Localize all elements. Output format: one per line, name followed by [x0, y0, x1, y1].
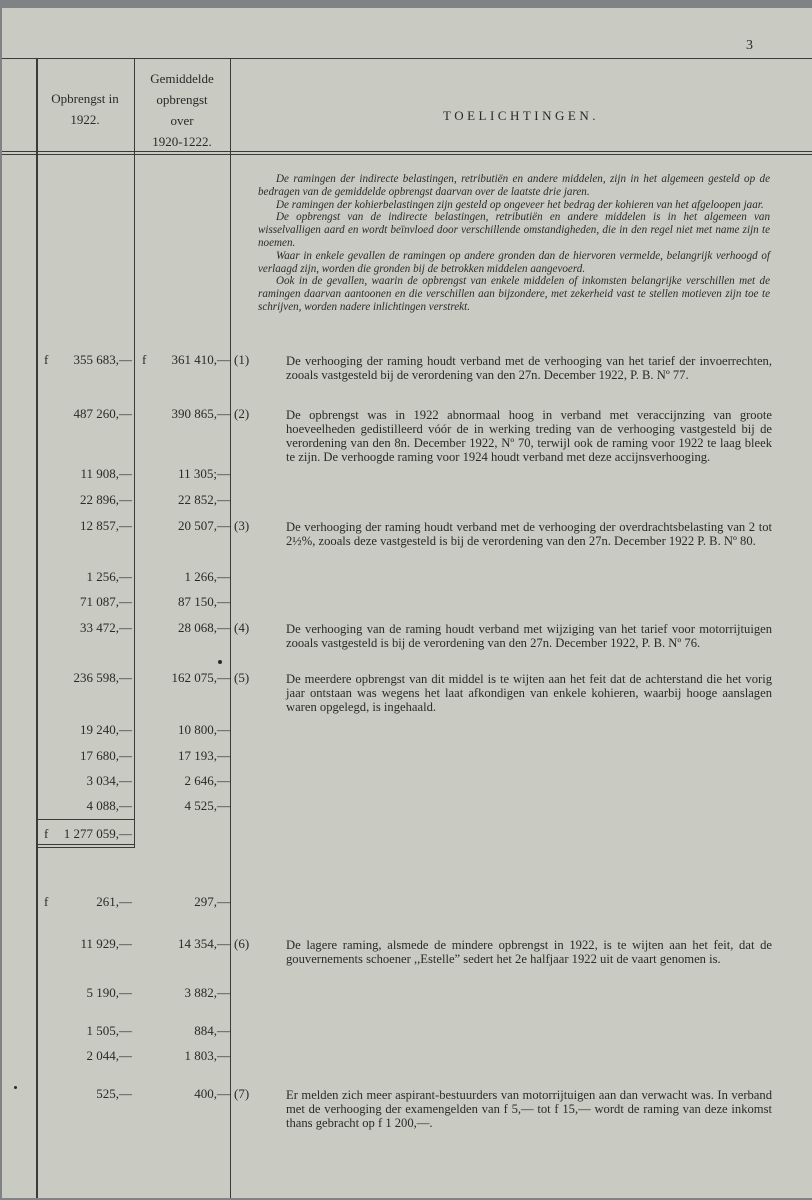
- note-text: Er melden zich meer aspirant-bestuurders van motorrijtuigen aan dan verwacht was. In verband met de verhooging der examengelden van f 5,— tot f 15,— wordt de raming van deze inkomst thans gebracht op f 1 200,—.: [286, 1088, 772, 1130]
- note-ref: (7): [234, 1086, 250, 1101]
- note-text: De opbrengst was in 1922 abnormaal hoog in verband met veraccijnzing van groote hoeveelheden gedistilleerd vóór de in werking treding van de verhooging vastgesteld bij de verordening van den 8n. December 1922, Nº 70, terwijl ook de raming voor 1922 te laag bleek te zijn. De verhoogde raming voor 1924 houdt verband met deze accijnsverhooging.: [286, 408, 772, 464]
- amount-average: 22 852,—: [178, 492, 230, 507]
- amount-average: 17 193,—: [178, 748, 230, 763]
- amount-average: 2 646,—: [184, 773, 230, 788]
- note-ref: (5): [234, 670, 250, 685]
- amount-1922: 17 680,—: [80, 748, 132, 763]
- amount-average: 1 266,—: [184, 569, 230, 584]
- amount-1922: 71 087,—: [80, 594, 132, 609]
- florin-sign: f: [142, 352, 147, 367]
- amount-1922: 4 088,—: [86, 798, 132, 813]
- amount-1922: 19 240,—: [80, 722, 132, 737]
- intro-paragraph: Ook in de gevallen, waarin de opbrengst van enkele middelen of inkomsten belangrijke verschillen met de ramingen daarvan aantoonen en die verschillen aan bijzondere, met zekerheid vast te stellen motieven zijn toe te schrijven, worden nadere inlichtingen verstrekt.: [258, 275, 770, 313]
- note-text: De meerdere opbrengst van dit middel is te wijten aan het feit dat de achterstand die het vorig jaar ontstaan was wegens het laat afkondigen van enkele kohieren, waarbij hooge aanslagen waren opgelegd, is ingehaald.: [286, 672, 772, 714]
- print-mark: [14, 1086, 17, 1089]
- amount-1922: 22 896,—: [80, 492, 132, 507]
- total-rule-double: [36, 847, 134, 848]
- total-rule-bottom: [36, 844, 134, 845]
- amount-1922: 487 260,—: [73, 406, 132, 421]
- florin-sign: f: [44, 352, 49, 367]
- amount-average: 20 507,—: [178, 518, 230, 533]
- header-opbrengst-1922: Opbrengst in 1922.: [51, 91, 119, 127]
- note-ref: (4): [234, 620, 250, 635]
- header-rule: [2, 151, 812, 152]
- note-ref: (3): [234, 518, 250, 533]
- amount-1922: 33 472,—: [80, 620, 132, 635]
- total-rule-top: [36, 819, 134, 820]
- amount-average: 87 150,—: [178, 594, 230, 609]
- page-number: 3: [746, 38, 753, 53]
- intro-paragraph: De opbrengst van de indirecte belastingen, retributiën en andere middelen is in het algemeen van wisselvalligen aard en wordt beïnvloed door verschillende omstandigheden, die in den regel niet met name zijn te noemen.: [258, 211, 770, 249]
- note-text: De verhooging der raming houdt verband met de verhooging der overdrachtsbelasting van 2 tot 2½%, zooals deze vastgesteld is bij de verordening van den 27n. December 1922 P. B. Nº 80.: [286, 520, 772, 548]
- note-text: De verhooging van de raming houdt verband met wijziging van het tarief voor motorrijtuigen zooals vastgesteld is bij de verordening van den 27n. December 1922, P. B. Nº 76.: [286, 622, 772, 650]
- amount-average: 400,—: [194, 1086, 230, 1101]
- amount-average: 14 354,—: [178, 936, 230, 951]
- amount-average: 3 882,—: [184, 985, 230, 1000]
- column-line-1: [134, 58, 135, 848]
- header-rule-double: [2, 154, 812, 155]
- intro-paragraph: De ramingen der indirecte belastingen, retributiën en andere middelen, zijn in het algemeen gesteld op de bedragen van de gemiddelde opbrengst daarvan over de laatste drie jaren.: [258, 173, 770, 198]
- note-ref: (6): [234, 936, 250, 951]
- note-ref: (1): [234, 352, 250, 367]
- amount-1922: 12 857,—: [80, 518, 132, 533]
- amount-average: 4 525,—: [184, 798, 230, 813]
- amount-average: 1 803,—: [184, 1048, 230, 1063]
- amount-1922: 1 505,—: [86, 1023, 132, 1038]
- intro-text: [258, 173, 770, 314]
- amount-average: 28 068,—: [178, 620, 230, 635]
- note-text: De lagere raming, alsmede de mindere opbrengst in 1922, is te wijten aan het feit, dat de gouvernements schoener ,,Estelle” sedert het 2e halfjaar 1922 uit de vaart genomen is.: [286, 938, 772, 966]
- note-ref: (2): [234, 406, 250, 421]
- amount-average: 11 305;—: [178, 466, 230, 481]
- florin-sign: f: [44, 894, 49, 909]
- print-mark: [218, 660, 222, 664]
- amount-average: 884,—: [194, 1023, 230, 1038]
- total-amount-1922: 1 277 059,—: [63, 826, 132, 841]
- table-top-rule: [2, 58, 812, 59]
- intro-paragraph: De ramingen der kohierbelastingen zijn gesteld op ongeveer het bedrag der kohieren van het afgeloopen jaar.: [276, 198, 764, 211]
- florin-sign: f: [44, 826, 49, 841]
- amount-1922: 355 683,—: [73, 352, 132, 367]
- column-line-2: [230, 58, 231, 1198]
- amount-1922: 11 908,—: [80, 466, 132, 481]
- amount-average: 361 410,—: [171, 352, 230, 367]
- amount-1922: 5 190,—: [86, 985, 132, 1000]
- amount-1922: 525,—: [96, 1086, 132, 1101]
- amount-average: 390 865,—: [171, 406, 230, 421]
- amount-average: 162 075,—: [171, 670, 230, 685]
- amount-1922: 261,—: [96, 894, 132, 909]
- header-toelichtingen: TOELICHTINGEN.: [443, 108, 599, 123]
- amount-1922: 1 256,—: [86, 569, 132, 584]
- intro-paragraph: Waar in enkele gevallen de ramingen op andere gronden dan de hiervoren vermelde, belangrijk verhoogd of verlaagd zijn, worden die gronden bij de betrokken middelen aangevoerd.: [258, 249, 770, 275]
- amount-1922: 236 598,—: [73, 670, 132, 685]
- header-gemiddelde-opbrengst: Gemiddelde opbrengst over 1920-1222.: [150, 71, 214, 149]
- amount-average: 10 800,—: [178, 722, 230, 737]
- note-text: De verhooging der raming houdt verband met de verhooging van het tarief der invoerrechten, zooals vastgesteld bij de verordening van den 27n. December 1922, P. B. Nº 77.: [286, 354, 772, 382]
- amount-1922: 11 929,—: [80, 936, 132, 951]
- amount-1922: 3 034,—: [86, 773, 132, 788]
- amount-average: 297,—: [194, 894, 230, 909]
- amount-1922: 2 044,—: [86, 1048, 132, 1063]
- document-page: [2, 8, 812, 1198]
